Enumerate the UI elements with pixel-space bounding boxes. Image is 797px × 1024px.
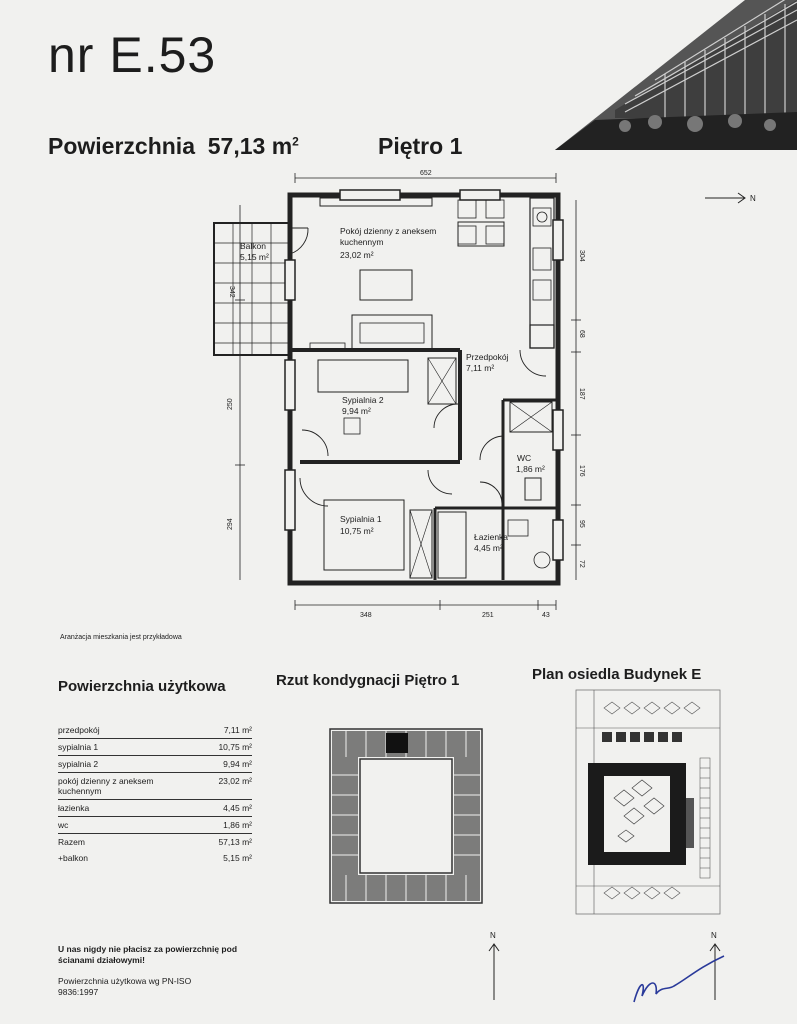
room-bedroom1-area: 10,75 m² xyxy=(340,526,374,536)
row-value: 5,15 m² xyxy=(223,853,252,863)
area-header xyxy=(48,133,299,160)
area-label: Powierzchnia xyxy=(48,133,195,159)
footnote-line-1: U nas nigdy nie płacisz za powierzchnię pod xyxy=(58,944,238,954)
table-row xyxy=(58,722,252,739)
north-arrow-icon xyxy=(705,193,745,203)
room-bedroom2-area: 9,94 m² xyxy=(342,406,371,416)
room-hall-name: Przedpokój xyxy=(466,352,509,362)
dim-bottom-3: 43 xyxy=(542,612,550,619)
norm-line-1: Powierzchnia użytkowa wg PN-ISO xyxy=(58,976,192,986)
room-wc-area: 1,86 m² xyxy=(516,464,545,474)
table-row xyxy=(58,756,252,773)
dim-balcony: 342 xyxy=(228,286,235,298)
footnote xyxy=(58,944,237,966)
row-label: łazienka xyxy=(58,800,178,817)
room-living-name2: kuchennym xyxy=(340,237,384,247)
north-label-storey: N xyxy=(490,931,496,940)
room-wc-name: WC xyxy=(517,453,532,463)
room-bedroom1-name: Sypialnia 1 xyxy=(340,514,382,524)
north-label-estate: N xyxy=(711,931,717,940)
dim-right-4: 176 xyxy=(578,465,585,477)
useful-area-table xyxy=(58,722,252,866)
handwritten-signature xyxy=(628,950,728,1006)
dim-right-3: 187 xyxy=(578,388,585,400)
floor-plan-title: Rzut kondygnacji Piętro 1 xyxy=(276,672,460,689)
row-label: sypialnia 1 xyxy=(58,739,178,756)
dim-right-1: 304 xyxy=(578,250,585,262)
disclaimer: Aranżacja mieszkania jest przykładowa xyxy=(60,634,182,641)
room-bedroom2-name: Sypialnia 2 xyxy=(342,395,384,405)
row-value: 7,11 m² xyxy=(178,722,252,739)
row-label: pokój dzienny z aneksem kuchennym xyxy=(58,773,178,800)
north-label-plan: N xyxy=(750,194,756,203)
storey-plan xyxy=(326,725,486,907)
row-label: Razem xyxy=(58,837,85,847)
table-row xyxy=(58,800,252,817)
area-value: 57,13 m xyxy=(207,133,293,159)
row-value: 9,94 m² xyxy=(178,756,252,773)
dim-bottom-2: 251 xyxy=(482,612,494,619)
dim-right-6: 72 xyxy=(578,560,585,568)
area-unit-sup: 2 xyxy=(292,134,299,149)
table-row xyxy=(58,817,252,834)
table-row xyxy=(58,739,252,756)
row-value: 23,02 m² xyxy=(178,773,252,800)
footnote-line-2: ścianami działowymi! xyxy=(58,955,145,965)
dim-bottom-1: 348 xyxy=(360,612,372,619)
floor-label: Piętro 1 xyxy=(378,133,463,159)
room-balcony-name: Balkon xyxy=(240,241,266,251)
estate-plan xyxy=(574,688,722,916)
dim-right-2: 68 xyxy=(578,330,585,338)
north-arrow-icon xyxy=(482,926,506,1002)
building-photo xyxy=(555,0,797,150)
dim-top: 652 xyxy=(420,170,432,177)
apartment-floor-plan xyxy=(0,160,797,620)
apartment-number: nr E.53 xyxy=(48,27,217,83)
room-bathroom-name: Łazienka xyxy=(474,532,509,542)
room-balcony-area: 5,15 m² xyxy=(240,252,269,262)
useful-area-title: Powierzchnia użytkowa xyxy=(58,678,226,695)
table-row xyxy=(58,773,252,800)
room-bathroom-area: 4,45 m² xyxy=(474,543,503,553)
norm-line-2: 9836:1997 xyxy=(58,987,99,997)
row-label: przedpokój xyxy=(58,722,178,739)
row-value: 1,86 m² xyxy=(178,817,252,834)
row-label: +balkon xyxy=(58,853,89,863)
room-living-name: Pokój dzienny z aneksem xyxy=(340,226,437,236)
room-hall-area: 7,11 m² xyxy=(466,363,495,373)
estate-plan-title: Plan osiedla Budynek E xyxy=(532,666,702,683)
dim-left-mid: 250 xyxy=(227,398,234,410)
row-label: wc xyxy=(58,817,178,834)
row-value: 10,75 m² xyxy=(178,739,252,756)
table-row xyxy=(58,850,252,866)
table-row xyxy=(58,834,252,851)
dim-left-bottom: 294 xyxy=(227,518,234,530)
norm-reference xyxy=(58,976,191,998)
row-value: 4,45 m² xyxy=(178,800,252,817)
room-living-area: 23,02 m² xyxy=(340,250,374,260)
row-value: 57,13 m² xyxy=(218,837,252,847)
dim-right-5: 95 xyxy=(578,520,585,528)
row-label: sypialnia 2 xyxy=(58,756,178,773)
